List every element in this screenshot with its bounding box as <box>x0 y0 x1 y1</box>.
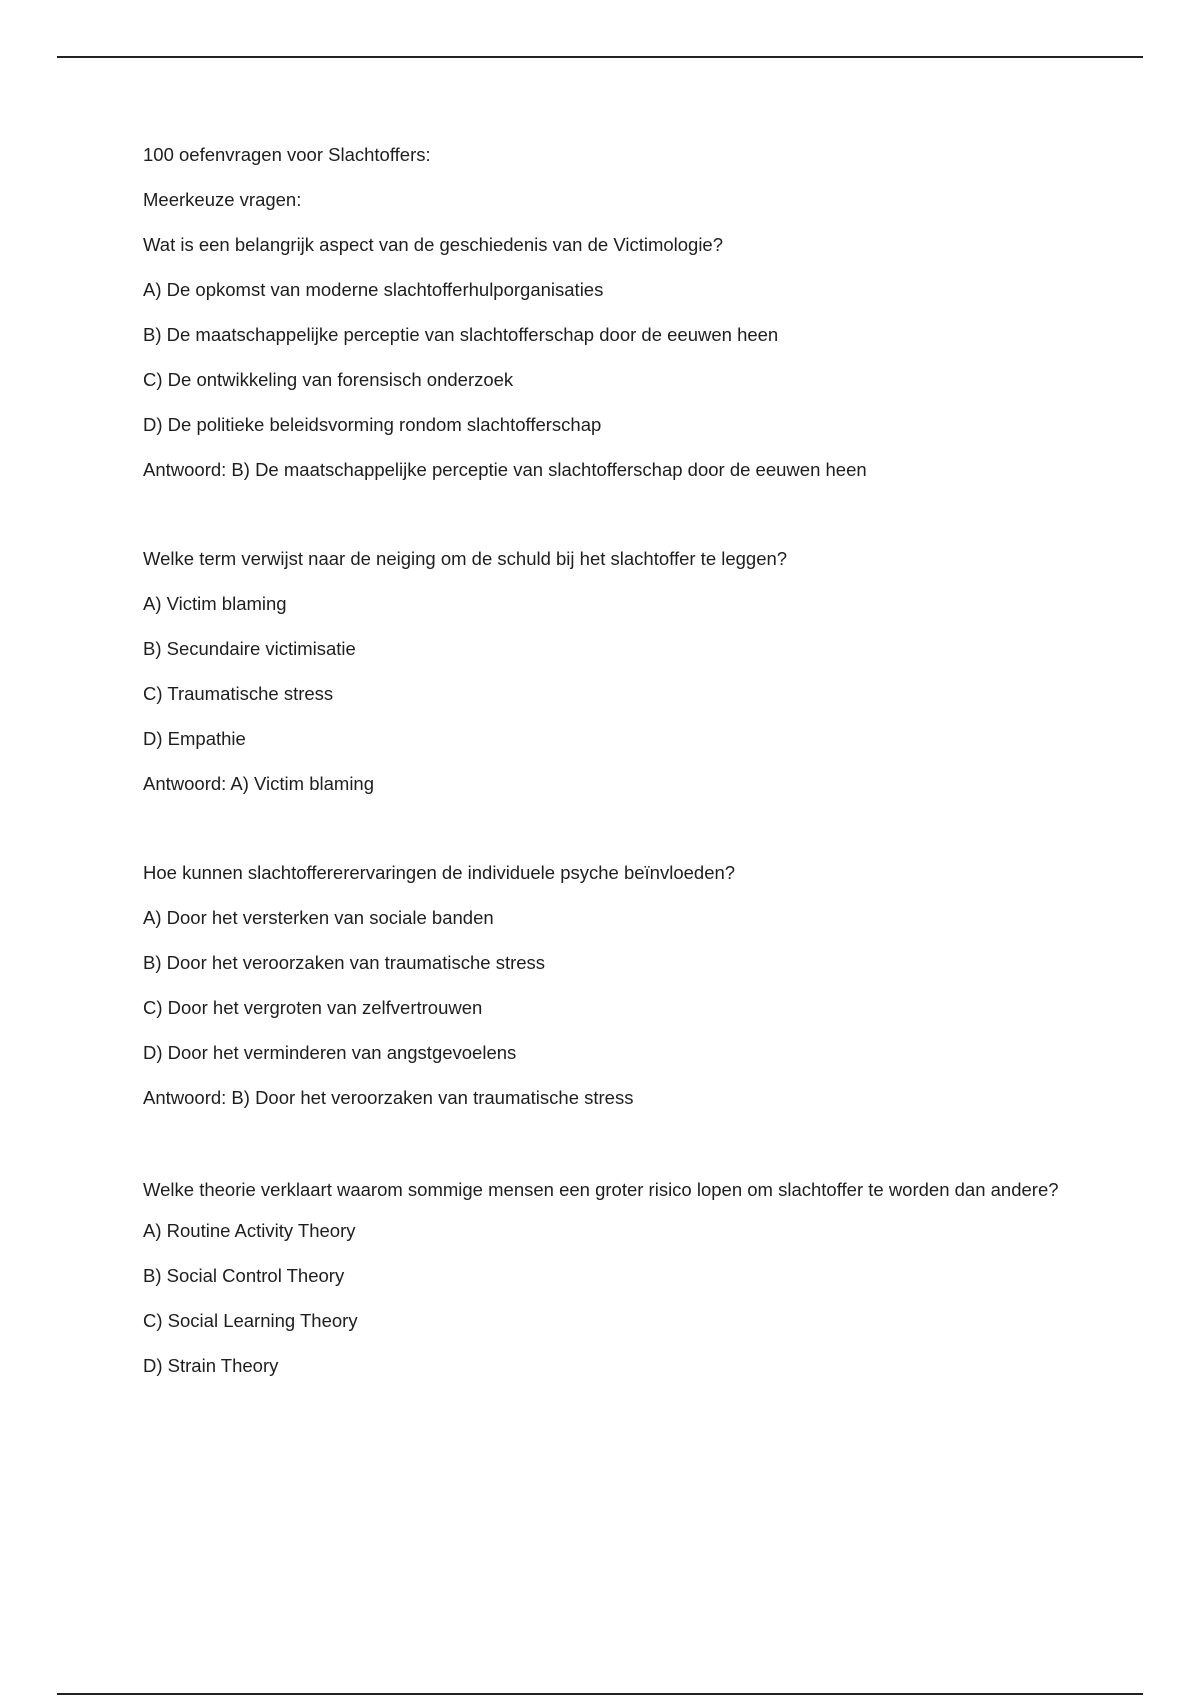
question-text: Welke theorie verklaart waarom sommige mensen een groter risico lopen om slachtoffer te worden dan andere? <box>143 1179 1059 1200</box>
answer-text: Antwoord: A) Victim blaming <box>143 773 375 794</box>
document-body <box>143 144 1083 1400</box>
option-c: C) Social Learning Theory <box>143 1310 358 1331</box>
footer-rule <box>57 1693 1143 1695</box>
answer-text: Antwoord: B) Door het veroorzaken van traumatische stress <box>143 1087 634 1108</box>
answer-text: Antwoord: B) De maatschappelijke perceptie van slachtofferschap door de eeuwen heen <box>143 459 867 480</box>
document-title: 100 oefenvragen voor Slachtoffers: <box>143 144 431 165</box>
option-b: B) Social Control Theory <box>143 1265 345 1286</box>
option-b: B) De maatschappelijke perceptie van slachtofferschap door de eeuwen heen <box>143 324 779 345</box>
question-spacer <box>143 1132 1083 1176</box>
question-spacer <box>143 818 1083 862</box>
question-text: Welke term verwijst naar de neiging om de schuld bij het slachtoffer te leggen? <box>143 548 788 569</box>
option-c: C) Traumatische stress <box>143 683 334 704</box>
question-block <box>143 548 1083 795</box>
option-a: A) Door het versterken van sociale banden <box>143 907 494 928</box>
option-a: A) De opkomst van moderne slachtofferhulporganisaties <box>143 279 604 300</box>
option-a: A) Routine Activity Theory <box>143 1220 356 1241</box>
option-a: A) Victim blaming <box>143 593 287 614</box>
option-c: C) De ontwikkeling van forensisch onderzoek <box>143 369 514 390</box>
question-spacer <box>143 504 1083 548</box>
option-b: B) Door het veroorzaken van traumatische stress <box>143 952 546 973</box>
header-rule <box>57 56 1143 58</box>
option-b: B) Secundaire victimisatie <box>143 638 356 659</box>
option-d: D) De politieke beleidsvorming rondom slachtofferschap <box>143 414 602 435</box>
question-text: Hoe kunnen slachtoffererervaringen de individuele psyche beïnvloeden? <box>143 862 736 883</box>
option-d: D) Strain Theory <box>143 1355 279 1376</box>
option-d: D) Door het verminderen van angstgevoelens <box>143 1042 517 1063</box>
option-d: D) Empathie <box>143 728 246 749</box>
question-block <box>143 862 1083 1109</box>
question-text: Wat is een belangrijk aspect van de geschiedenis van de Victimologie? <box>143 234 724 255</box>
option-c: C) Door het vergroten van zelfvertrouwen <box>143 997 483 1018</box>
section-heading: Meerkeuze vragen: <box>143 189 302 210</box>
question-block <box>143 1176 1083 1377</box>
question-block <box>143 234 1083 481</box>
